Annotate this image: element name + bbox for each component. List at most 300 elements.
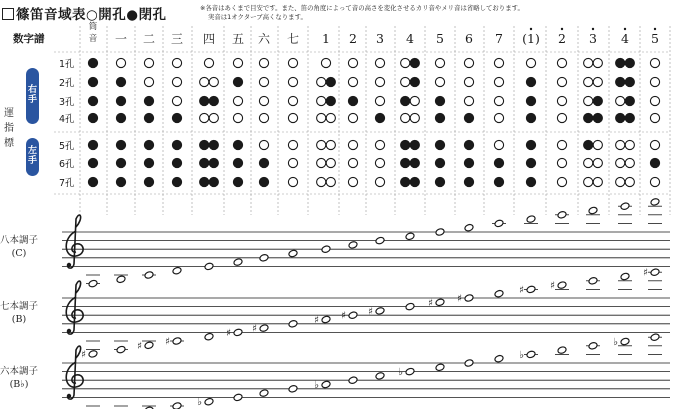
key-sub: (B) (11, 314, 27, 325)
closed-hole-mark (650, 158, 659, 167)
closed-hole-mark (172, 177, 181, 186)
closed-hole-mark (326, 96, 335, 105)
closed-hole-mark (116, 177, 125, 186)
open-hole-mark (435, 77, 444, 86)
closed-hole-mark (88, 96, 97, 105)
closed-hole-mark (410, 58, 419, 67)
closed-hole-mark (200, 158, 209, 167)
open-hole-mark (326, 158, 335, 167)
closed-hole-mark (88, 113, 97, 122)
sharp-icon: ♯ (314, 315, 319, 326)
octave-dot (530, 28, 532, 30)
open-hole-mark (375, 177, 384, 186)
closed-hole-mark (200, 96, 209, 105)
note-head (116, 345, 126, 354)
sharp-icon: ♯ (457, 293, 462, 305)
column-label: 3 (589, 31, 597, 46)
clef-dot (67, 329, 71, 333)
note-head (435, 228, 445, 237)
column-label: 一 (114, 32, 128, 46)
open-hole-mark (650, 113, 659, 122)
legend-closed-label: 閉孔 (138, 7, 167, 23)
note-head (204, 262, 214, 271)
note-head (588, 277, 598, 286)
open-hole-mark (494, 58, 503, 67)
closed-hole-mark (116, 140, 125, 149)
closed-hole-mark (584, 113, 593, 122)
note-head (259, 324, 269, 333)
open-hole-mark (172, 77, 181, 86)
closed-hole-mark (233, 77, 242, 86)
closed-hole-mark (526, 113, 535, 122)
column-label: 4 (406, 31, 414, 46)
open-hole-mark (233, 58, 242, 67)
closed-hole-mark (200, 177, 209, 186)
closed-hole-mark (172, 113, 181, 122)
note-head (588, 342, 598, 351)
note-head (144, 341, 154, 350)
closed-hole-mark (209, 96, 218, 105)
open-hole-mark (401, 58, 410, 67)
open-hole-mark (317, 113, 326, 122)
open-hole-mark (209, 113, 218, 122)
note-head (526, 215, 536, 224)
open-hole-mark (557, 58, 566, 67)
closed-hole-mark (410, 77, 419, 86)
open-hole-mark (401, 77, 410, 86)
flat-icon: ♭ (519, 349, 524, 361)
note-head (650, 268, 660, 277)
open-hole-mark (348, 177, 357, 186)
note-head (405, 232, 415, 241)
column-label: 7 (495, 31, 503, 46)
note-head (588, 206, 598, 215)
note-line-2: 実音は1オクターブ高くなります。 (208, 13, 307, 21)
note-head (288, 249, 298, 258)
closed-hole-mark (593, 113, 602, 122)
closed-hole-mark (435, 158, 444, 167)
closed-hole-mark (410, 140, 419, 149)
open-hole-mark (593, 158, 602, 167)
open-hole-mark (625, 140, 634, 149)
note-head (375, 372, 385, 381)
closed-hole-mark (88, 177, 97, 186)
closed-hole-mark (401, 177, 410, 186)
closed-hole-mark (88, 77, 97, 86)
open-hole-mark (650, 77, 659, 86)
column-label: 六 (257, 32, 271, 46)
open-hole-mark (557, 77, 566, 86)
open-hole-mark (172, 96, 181, 105)
closed-hole-mark (259, 158, 268, 167)
open-hole-mark (557, 177, 566, 186)
note-head (288, 320, 298, 329)
closed-hole-mark (116, 96, 125, 105)
note-head (204, 397, 214, 406)
open-hole-mark (401, 113, 410, 122)
open-hole-mark (650, 140, 659, 149)
open-hole-mark (584, 177, 593, 186)
open-hole-mark (144, 77, 153, 86)
open-hole-mark (494, 96, 503, 105)
closed-hole-mark (526, 177, 535, 186)
legend-closed-symbol: ● (126, 7, 139, 23)
note-head (321, 380, 331, 389)
closed-hole-mark (326, 77, 335, 86)
closed-hole-mark (233, 158, 242, 167)
closed-hole-mark (464, 177, 473, 186)
closed-hole-mark (348, 96, 357, 105)
column-label: 5 (436, 31, 444, 46)
sharp-icon: ♯ (81, 349, 86, 361)
closed-hole-mark (116, 77, 125, 86)
open-hole-mark (375, 140, 384, 149)
closed-hole-mark (88, 58, 97, 67)
open-hole-mark (650, 58, 659, 67)
note-head (288, 385, 298, 394)
open-hole-mark (584, 158, 593, 167)
open-hole-mark (288, 140, 297, 149)
open-hole-mark (348, 77, 357, 86)
closed-hole-mark (410, 158, 419, 167)
open-hole-mark (209, 77, 218, 86)
hole-label: 2孔 (59, 78, 75, 89)
closed-hole-mark (435, 96, 444, 105)
open-hole-mark (410, 96, 419, 105)
open-hole-mark (616, 140, 625, 149)
open-hole-mark (144, 58, 153, 67)
note-head (172, 337, 182, 346)
octave-dot (654, 28, 656, 30)
note-head (204, 332, 214, 341)
open-hole-mark (259, 113, 268, 122)
note-head (348, 241, 358, 250)
clef-stem (68, 346, 81, 399)
closed-hole-mark (526, 96, 535, 105)
open-hole-mark (200, 77, 209, 86)
note-head (464, 223, 474, 232)
closed-hole-mark (494, 158, 503, 167)
open-hole-mark (593, 77, 602, 86)
column-label: 2 (349, 31, 357, 46)
sharp-icon: ♯ (252, 323, 257, 335)
open-hole-mark (288, 58, 297, 67)
note-head (233, 258, 243, 267)
key-name: 八本調子 (0, 235, 39, 246)
closed-hole-mark (494, 177, 503, 186)
note-head (526, 350, 536, 359)
note-head (557, 211, 567, 220)
closed-hole-mark (435, 177, 444, 186)
closed-hole-mark (200, 140, 209, 149)
closed-hole-mark (144, 177, 153, 186)
open-hole-mark (288, 177, 297, 186)
note-head (464, 359, 474, 368)
open-hole-mark (616, 158, 625, 167)
sharp-icon: ♯ (341, 310, 346, 322)
note-head (375, 307, 385, 316)
note-head (259, 389, 269, 398)
open-hole-mark (650, 177, 659, 186)
open-hole-mark (204, 58, 213, 67)
open-hole-mark (584, 96, 593, 105)
closed-hole-mark (88, 140, 97, 149)
closed-hole-mark (616, 113, 625, 122)
flat-icon: ♭ (613, 337, 618, 348)
closed-hole-mark (616, 58, 625, 67)
treble-clef-icon (66, 281, 83, 334)
note-head (259, 254, 269, 263)
open-hole-mark (259, 77, 268, 86)
closed-hole-mark (172, 140, 181, 149)
column-label: 四 (202, 32, 216, 46)
sharp-icon: ♯ (165, 336, 170, 348)
open-hole-mark (375, 158, 384, 167)
hole-label: 5孔 (59, 141, 75, 152)
right-hand-badge: 右手 (26, 68, 39, 124)
note-head (494, 289, 504, 298)
closed-hole-mark (616, 77, 625, 86)
open-hole-mark (375, 77, 384, 86)
open-hole-mark (584, 58, 593, 67)
closed-hole-mark (259, 177, 268, 186)
closed-hole-mark (464, 113, 473, 122)
open-hole-mark (326, 140, 335, 149)
open-hole-mark (233, 113, 242, 122)
column-label: 五 (231, 32, 245, 46)
open-hole-mark (317, 96, 326, 105)
open-hole-mark (593, 177, 602, 186)
closed-hole-mark (526, 140, 535, 149)
open-hole-mark (259, 96, 268, 105)
open-hole-mark (616, 177, 625, 186)
column-label: 2 (558, 31, 566, 46)
row-header: 数字譜 (13, 33, 45, 45)
closed-hole-mark (233, 177, 242, 186)
open-hole-mark (288, 158, 297, 167)
note-head (435, 363, 445, 372)
legend-open-label: 開孔 (98, 7, 127, 23)
open-hole-mark (321, 58, 330, 67)
open-hole-mark (317, 158, 326, 167)
note-head (172, 402, 182, 409)
clef-stem (68, 215, 81, 268)
note-head (375, 236, 385, 245)
closed-hole-mark (410, 177, 419, 186)
hole-label: 1孔 (59, 59, 75, 70)
closed-hole-mark (593, 96, 602, 105)
closed-hole-mark (209, 177, 218, 186)
sharp-icon: ♯ (368, 306, 373, 318)
closed-hole-mark (625, 58, 634, 67)
octave-dot (592, 28, 594, 30)
open-hole-mark (464, 58, 473, 67)
note-head (435, 298, 445, 307)
left-hand-badge: 左手 (26, 138, 39, 176)
closed-hole-mark (144, 140, 153, 149)
key-sub: (B♭) (9, 379, 29, 390)
closed-hole-mark (464, 140, 473, 149)
octave-dot (624, 28, 626, 30)
hole-label: 4孔 (59, 114, 75, 125)
closed-hole-mark (625, 96, 634, 105)
open-hole-mark (557, 96, 566, 105)
hole-label: 7孔 (59, 178, 75, 189)
open-hole-mark (557, 140, 566, 149)
open-hole-mark (464, 96, 473, 105)
column-label: 七 (286, 32, 300, 46)
note-head (650, 198, 660, 207)
legend-open-symbol: ○ (86, 7, 99, 23)
column-label: 5 (651, 31, 659, 46)
closed-hole-mark (526, 158, 535, 167)
open-hole-mark (233, 96, 242, 105)
note-head (526, 285, 536, 294)
hole-label: 3孔 (59, 97, 75, 108)
closed-hole-mark (144, 96, 153, 105)
open-hole-mark (557, 113, 566, 122)
hole-label: 6孔 (59, 159, 75, 170)
closed-hole-mark (375, 113, 384, 122)
sharp-icon: ♯ (550, 280, 555, 292)
closed-hole-mark (209, 140, 218, 149)
open-hole-mark (625, 158, 634, 167)
open-hole-mark (259, 58, 268, 67)
note-head (494, 219, 504, 228)
column-label: 三 (170, 32, 184, 46)
column-label: 4 (621, 31, 629, 46)
sharp-icon: ♯ (643, 267, 648, 279)
open-hole-mark (348, 140, 357, 149)
column-label: 6 (465, 31, 473, 46)
column-label: 1 (322, 31, 330, 46)
note-head (172, 266, 182, 275)
closed-hole-mark (464, 158, 473, 167)
column-label: 筒 (88, 22, 98, 32)
sharp-icon: ♯ (519, 284, 524, 296)
open-hole-mark (317, 140, 326, 149)
note-head (233, 393, 243, 402)
open-hole-mark (317, 177, 326, 186)
note-head (650, 333, 660, 342)
flat-icon: ♭ (197, 397, 202, 409)
open-hole-mark (494, 140, 503, 149)
note-head (233, 328, 243, 337)
note-head (144, 271, 154, 280)
key-name: 七本調子 (0, 301, 39, 312)
closed-hole-mark (526, 77, 535, 86)
sharp-icon: ♯ (226, 327, 231, 339)
note-head (620, 337, 630, 346)
open-hole-mark (593, 140, 602, 149)
fingering-side-label: 運指標 (4, 108, 14, 149)
open-hole-mark (435, 58, 444, 67)
open-hole-mark (557, 158, 566, 167)
open-hole-mark (526, 58, 535, 67)
closed-hole-mark (116, 158, 125, 167)
clef-dot (67, 394, 71, 398)
open-hole-mark (593, 58, 602, 67)
clef-stem (68, 281, 81, 334)
open-hole-mark (317, 77, 326, 86)
closed-hole-mark (144, 113, 153, 122)
clef-dot (67, 263, 71, 267)
open-hole-mark (200, 113, 209, 122)
note-head (557, 346, 567, 355)
open-hole-mark (464, 77, 473, 86)
open-hole-mark (288, 77, 297, 86)
open-hole-mark (650, 96, 659, 105)
column-label: 音 (88, 34, 98, 44)
note-head (88, 279, 98, 288)
flat-icon: ♭ (398, 367, 403, 379)
closed-hole-mark (584, 140, 593, 149)
open-hole-mark (259, 140, 268, 149)
note-head (348, 376, 358, 385)
treble-clef-icon (66, 215, 83, 268)
note-head (321, 245, 331, 254)
open-hole-mark (348, 113, 357, 122)
open-hole-mark (348, 58, 357, 67)
flat-icon: ♭ (314, 380, 319, 391)
open-hole-mark (616, 96, 625, 105)
column-label: (1) (522, 31, 540, 46)
closed-hole-mark (144, 158, 153, 167)
open-hole-mark (116, 58, 125, 67)
closed-hole-mark (625, 77, 634, 86)
note-head (557, 281, 567, 290)
open-hole-mark (326, 113, 335, 122)
closed-hole-mark (625, 113, 634, 122)
closed-hole-mark (209, 158, 218, 167)
title-text: 篠笛音域表 (16, 7, 86, 23)
closed-hole-mark (435, 113, 444, 122)
note-line-1: ※各音はあくまで目安です。また、笛の角度によって音の高さを変化させるカリ音やメリ音は省略しております。 (200, 4, 524, 12)
note-head (620, 202, 630, 211)
open-hole-mark (288, 96, 297, 105)
open-hole-mark (326, 177, 335, 186)
note-head (348, 311, 358, 320)
open-hole-mark (172, 58, 181, 67)
column-label: 二 (142, 32, 156, 46)
open-hole-mark (625, 177, 634, 186)
open-hole-mark (584, 77, 593, 86)
note-head (494, 354, 504, 363)
closed-hole-mark (233, 140, 242, 149)
closed-hole-mark (116, 113, 125, 122)
note-head (405, 302, 415, 311)
key-name: 六本調子 (0, 366, 39, 377)
open-hole-mark (375, 58, 384, 67)
note-head (116, 275, 126, 284)
open-hole-mark (288, 113, 297, 122)
note-head (405, 367, 415, 376)
closed-hole-mark (172, 158, 181, 167)
closed-hole-mark (435, 140, 444, 149)
open-hole-mark (410, 113, 419, 122)
closed-hole-mark (401, 96, 410, 105)
note-head (88, 350, 98, 359)
sharp-icon: ♯ (428, 297, 433, 309)
open-hole-mark (494, 113, 503, 122)
closed-hole-mark (88, 158, 97, 167)
closed-hole-mark (401, 140, 410, 149)
open-hole-mark (494, 77, 503, 86)
note-head (464, 294, 474, 303)
octave-dot (561, 28, 563, 30)
key-sub: (C) (11, 248, 27, 259)
open-hole-mark (375, 96, 384, 105)
